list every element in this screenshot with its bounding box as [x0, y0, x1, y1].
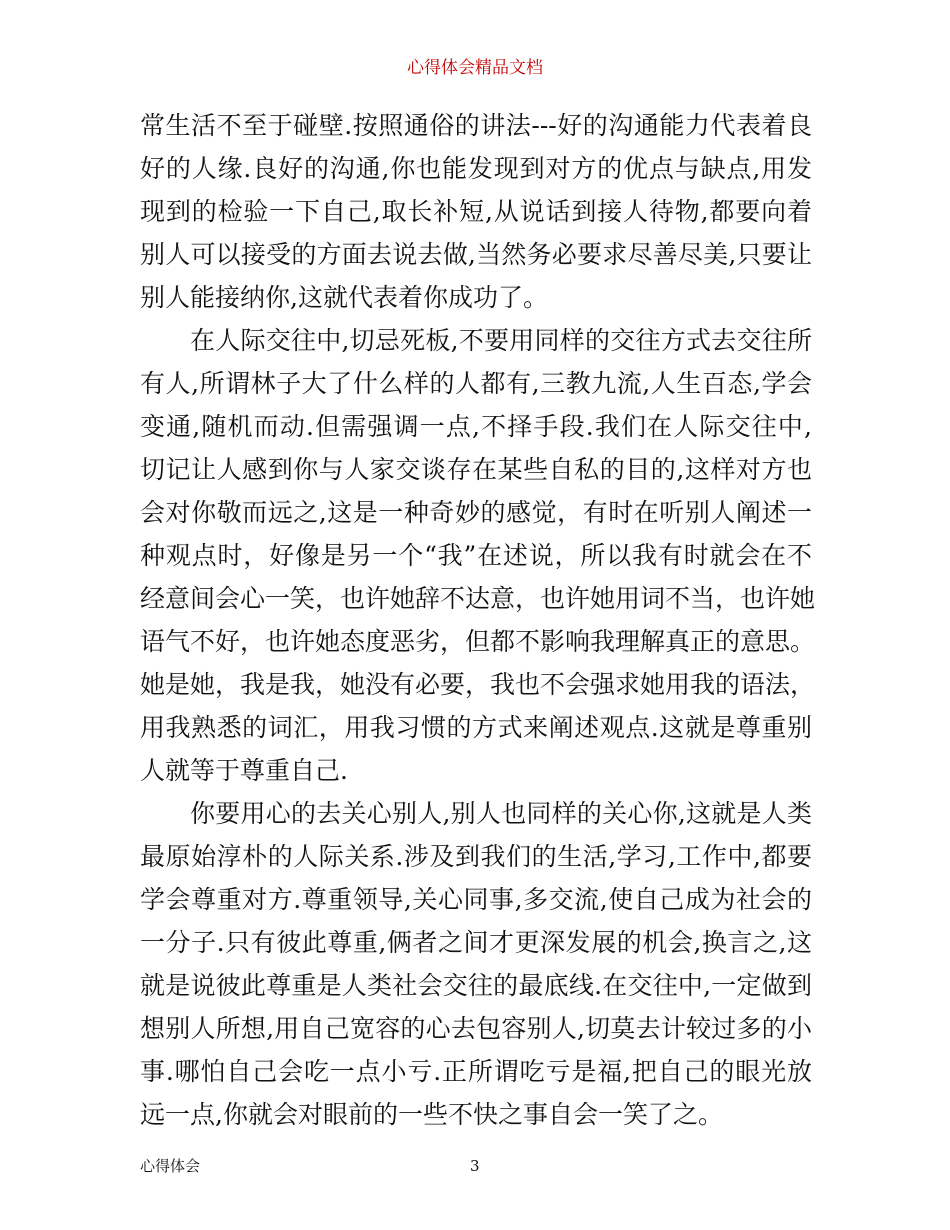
page-number: 3 — [470, 1157, 480, 1175]
text-line: 她是她，我是我，她没有必要，我也不会强求她用我的语法， — [140, 670, 816, 699]
text-line: 别人能接纳你,这就代表着你成功了。 — [140, 283, 548, 312]
text-line: 有人,所谓林子大了什么样的人都有,三教九流,人生百态,学会 — [140, 369, 812, 398]
document-body — [140, 104, 816, 1136]
text-line: 经意间会心一笑，也许她辞不达意，也许她用词不当，也许她 — [140, 584, 816, 613]
text-line: 好的人缘.良好的沟通,你也能发现到对方的优点与缺点,用发 — [140, 154, 812, 183]
text-line: 想别人所想,用自己宽容的心去包容别人,切莫去计较过多的小 — [140, 1014, 812, 1043]
document-footer — [140, 1155, 812, 1177]
paragraph — [140, 319, 816, 792]
text-line: 现到的检验一下自己,取长补短,从说话到接人待物,都要向着 — [140, 197, 812, 226]
paragraph — [140, 104, 812, 319]
text-line: 最原始淳朴的人际关系.涉及到我们的生活,学习,工作中,都要 — [140, 842, 812, 871]
text-line: 就是说彼此尊重是人类社会交往的最底线.在交往中,一定做到 — [140, 971, 812, 1000]
document-header-title: 心得体会精品文档 — [407, 58, 543, 78]
text-line: 学会尊重对方.尊重领导,关心同事,多交流,使自己成为社会的 — [140, 885, 812, 914]
text-line: 会对你敬而远之,这是一种奇妙的感觉，有时在听别人阐述一 — [140, 498, 812, 527]
text-line: 人就等于尊重自己. — [140, 756, 348, 785]
text-line: 事.哪怕自己会吃一点小亏.正所谓吃亏是福,把自己的眼光放 — [140, 1057, 812, 1086]
text-line: 种观点时，好像是另一个“我”在述说，所以我有时就会在不 — [140, 541, 812, 570]
paragraph — [140, 792, 812, 1136]
text-line: 在人际交往中,切忌死板,不要用同样的交往方式去交往所 — [190, 326, 812, 355]
text-line: 变通,随机而动.但需强调一点,不择手段.我们在人际交往中, — [140, 412, 812, 441]
footer-label: 心得体会 — [140, 1157, 201, 1175]
text-line: 远一点,你就会对眼前的一些不快之事自会一笑了之。 — [140, 1100, 723, 1129]
text-line: 语气不好，也许她态度恶劣，但都不影响我理解真正的意思。 — [140, 627, 816, 656]
text-line: 用我熟悉的词汇，用我习惯的方式来阐述观点.这就是尊重别 — [140, 713, 812, 742]
text-line: 切记让人感到你与人家交谈存在某些自私的目的,这样对方也 — [140, 455, 812, 484]
text-line: 别人可以接受的方面去说去做,当然务必要求尽善尽美,只要让 — [140, 240, 812, 269]
text-line: 你要用心的去关心别人,别人也同样的关心你,这就是人类 — [190, 799, 812, 828]
text-line: 常生活不至于碰壁.按照通俗的讲法---好的沟通能力代表着良 — [140, 111, 812, 140]
text-line: 一分子.只有彼此尊重,俩者之间才更深发展的机会,换言之,这 — [140, 928, 812, 957]
